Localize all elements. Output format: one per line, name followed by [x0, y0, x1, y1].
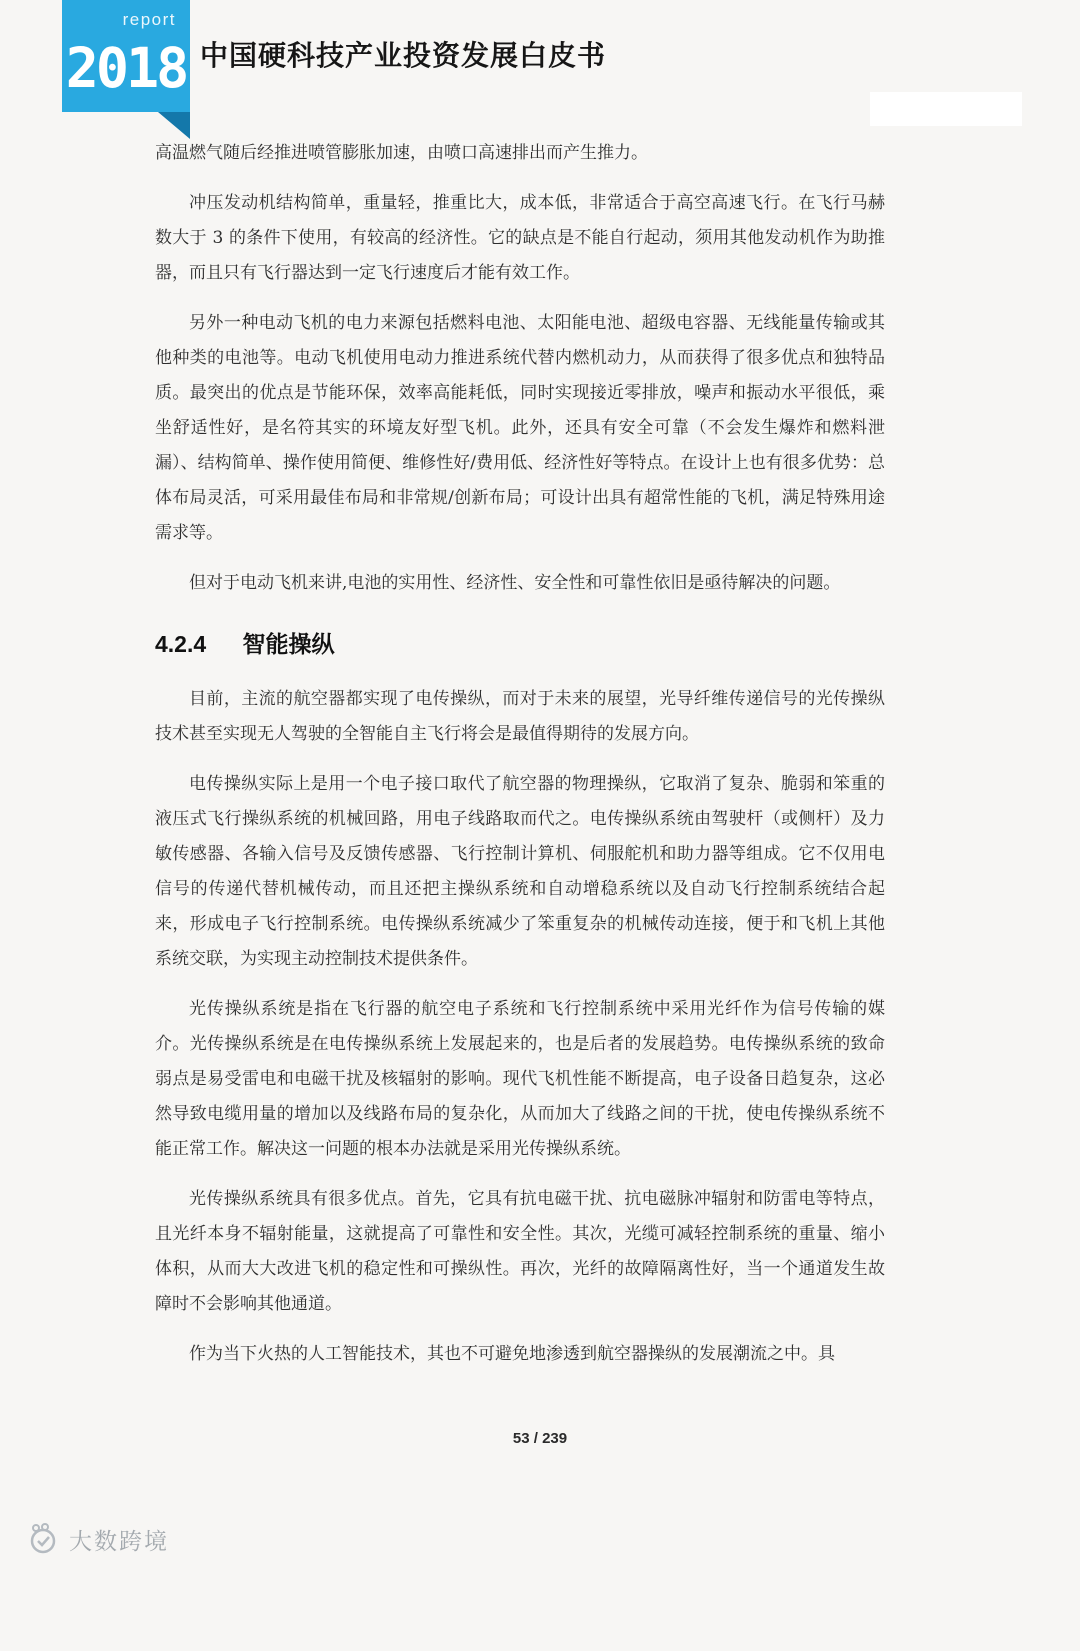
section-heading	[155, 627, 885, 662]
document-title: 中国硬科技产业投资发展白皮书	[200, 40, 607, 71]
watermark	[26, 1522, 169, 1556]
ribbon-report-label: report	[122, 10, 176, 29]
watermark-text: 大数跨境	[69, 1527, 169, 1554]
ribbon-year: 2018	[65, 36, 187, 100]
paragraph: 冲压发动机结构简单，重量轻，推重比大，成本低，非常适合于高空高速飞行。在飞行马赫数大于 3 的条件下使用，有较高的经济性。它的缺点是不能自行起动，须用其他发动机作为助推器，而且只有飞行器达到一定飞行速度后才能有效工作。	[155, 193, 885, 283]
header-corner-highlight	[870, 92, 1022, 126]
paragraph: 作为当下火热的人工智能技术，其也不可避免地渗透到航空器操纵的发展潮流之中。具	[189, 1344, 835, 1364]
watermark-logo-icon	[26, 1522, 60, 1556]
paragraph: 电传操纵实际上是用一个电子接口取代了航空器的物理操纵，它取消了复杂、脆弱和笨重的液压式飞行操纵系统的机械回路，用电子线路取而代之。电传操纵系统由驾驶杆（或侧杆）及力敏传感器、各输入信号及反馈传感器、飞行控制计算机、伺服舵机和助力器等组成。它不仅用电信号的传递代替机械传动，而且还把主操纵系统和自动增稳系统以及自动飞行控制系统结合起来，形成电子飞行控制系统。电传操纵系统减少了笨重复杂的机械传动连接，便于和飞机上其他系统交联，为实现主动控制技术提供条件。	[155, 774, 885, 969]
section-title: 智能操纵	[242, 631, 335, 657]
section-number: 4.2.4	[155, 631, 207, 657]
paragraph: 目前，主流的航空器都实现了电传操纵，而对于未来的展望，光导纤维传递信号的光传操纵技术甚至实现无人驾驶的全智能自主飞行将会是最值得期待的发展方向。	[155, 689, 885, 744]
page-footer	[0, 1430, 1080, 1447]
paragraph: 另外一种电动飞机的电力来源包括燃料电池、太阳能电池、超级电容器、无线能量传输或其他种类的电池等。电动飞机使用电动力推进系统代替内燃机动力，从而获得了很多优点和独特品质。最突出的优点是节能环保，效率高能耗低，同时实现接近零排放，噪声和振动水平很低，乘坐舒适性好，是名符其实的环境友好型飞机。此外，还具有安全可靠（不会发生爆炸和燃料泄漏）、结构简单、操作使用简便、维修性好/费用低、经济性好等特点。在设计上也有很多优势：总体布局灵活，可采用最佳布局和非常规/创新布局；可设计出具有超常性能的飞机，满足特殊用途需求等。	[155, 313, 885, 543]
paragraph: 高温燃气随后经推进喷管膨胀加速，由喷口高速排出而产生推力。	[155, 143, 648, 163]
page-number: 53 / 239	[512, 1430, 568, 1447]
paragraph: 光传操纵系统是指在飞行器的航空电子系统和飞行控制系统中采用光纤作为信号传输的媒介。光传操纵系统是在电传操纵系统上发展起来的，也是后者的发展趋势。电传操纵系统的致命弱点是易受雷电和电磁干扰及核辐射的影响。现代飞机性能不断提高，电子设备日趋复杂，这必然导致电缆用量的增加以及线路布局的复杂化，从而加大了线路之间的干扰，使电传操纵系统不能正常工作。解决这一问题的根本办法就是采用光传操纵系统。	[155, 999, 885, 1159]
paragraph: 但对于电动飞机来讲,电池的实用性、经济性、安全性和可靠性依旧是亟待解决的问题。	[189, 573, 841, 593]
paragraph: 光传操纵系统具有很多优点。首先，它具有抗电磁干扰、抗电磁脉冲辐射和防雷电等特点，且光纤本身不辐射能量，这就提高了可靠性和安全性。其次，光缆可减轻控制系统的重量、缩小体积，从而大大改进飞机的稳定性和可操纵性。再次，光纤的故障隔离性好，当一个通道发生故障时不会影响其他通道。	[155, 1189, 885, 1314]
year-ribbon	[62, 0, 190, 112]
document-body	[155, 136, 885, 1387]
ribbon-fold-decoration	[158, 112, 190, 139]
